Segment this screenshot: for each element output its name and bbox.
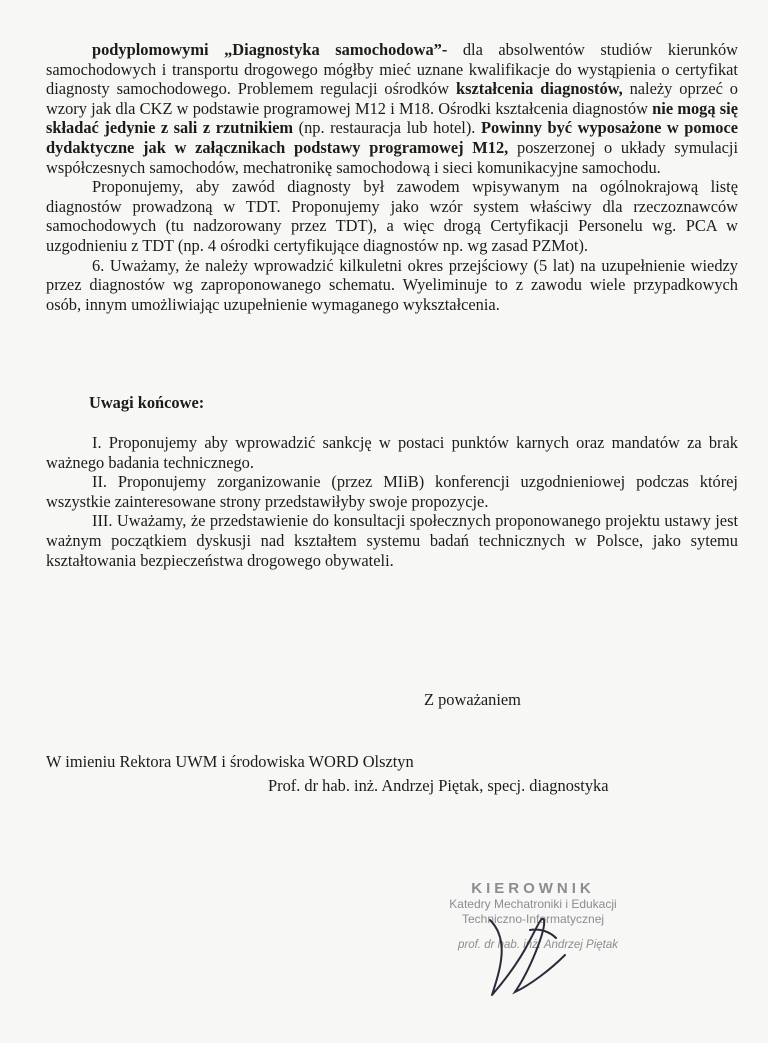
main-text [46,40,738,314]
section-heading: Uwagi końcowe: [89,393,205,412]
signature-line-2: Prof. dr hab. inż. Andrzej Piętak, specj. diagnostyka [268,776,609,795]
text-fragment: dla absolwentów studiów kierunków samochodowych i transportu drogowego mógłby mieć uznane kwalifikacje do wystąpienia o certyfikat diagnosty samochodowego. Problemem regulacji ośrodków [46,40,738,99]
remark-1: I. Proponujemy aby wprowadzić sankcję w postaci punktów karnych oraz mandatów za brak ważnego badania technicznego. [46,433,738,472]
text-fragment: należy oprzeć o wzory jak dla CKZ w podstawie programowej M12 i M18. Ośrodki kształcenia diagnostów [46,79,738,118]
bold-fragment: Powinny być wyposażone w pomoce dydaktyczne jak w załącznikach podstawy programowej M12, [46,118,738,157]
stamp-title: KIEROWNIK [471,880,595,897]
bold-fragment: podyplomowymi „Diagnostyka samochodowa”- [92,40,448,59]
closing-salutation: Z poważaniem [424,690,521,709]
bold-fragment: nie mogą się składać jedynie z sali z rzutnikiem [46,98,738,138]
paragraph-top [46,40,738,177]
text-fragment: (np. restauracja lub hotel). [293,118,481,138]
paragraph-propose: Proponujemy, aby zawód diagnosty był zawodem wpisywanym na ogólnokrajową listę diagnostów prowadzoną w TDT. Proponujemy jako wzór system właściwy dla rzeczoznawców samochodowych (tu nadzorowany przez TDT), a więc drogą Certyfikacji Personelu wg. PCA w uzgodnieniu z TDT (np. 4 ośrodki certyfikujące diagnostów np. wg zasad PZMot). [46,177,738,255]
stamp-line-1: Katedry Mechatroniki i Edukacji [449,897,617,911]
remark-3: III. Uważamy, że przedstawienie do konsultacji społecznych proponowanego projektu ustawy jest ważnym początkiem dyskusji nad kształtem systemu badań technicznych w Polsce, jako sytemu kształtowania bezpieczeństwa drogowego obywateli. [46,511,738,570]
remark-2: II. Proponujemy zorganizowanie (przez MIiB) konferencji uzgodnieniowej podczas której wszystkie zainteresowane strony przedstawiłyby swoje propozycje. [46,472,738,511]
paragraph-6: 6. Uważamy, że należy wprowadzić kilkuletni okres przejściowy (5 lat) na uzupełnienie wiedzy przez diagnostów wg zaproponowanego schematu. Wyeliminuje to z zawodu wiele przypadkowych osób, innym umożliwiając uzupełnienie wymaganego wykształcenia. [46,255,738,314]
handwritten-signature [470,900,590,1010]
text-fragment: poszerzonej o układy symulacji współczesnych samochodów, mechatronikę samochodową i sieci komunikacyjne samochodu. [46,137,738,177]
bold-fragment: kształcenia diagnostów, [455,79,623,99]
stamp-line-3: prof. dr hab. inż. Andrzej Piętak [458,939,619,951]
stamp-line-2: Techniczno-Informatycznej [461,912,605,926]
signature-line-1: W imieniu Rektora UWM i środowiska WORD Olsztyn [46,752,414,771]
remarks [46,433,738,570]
